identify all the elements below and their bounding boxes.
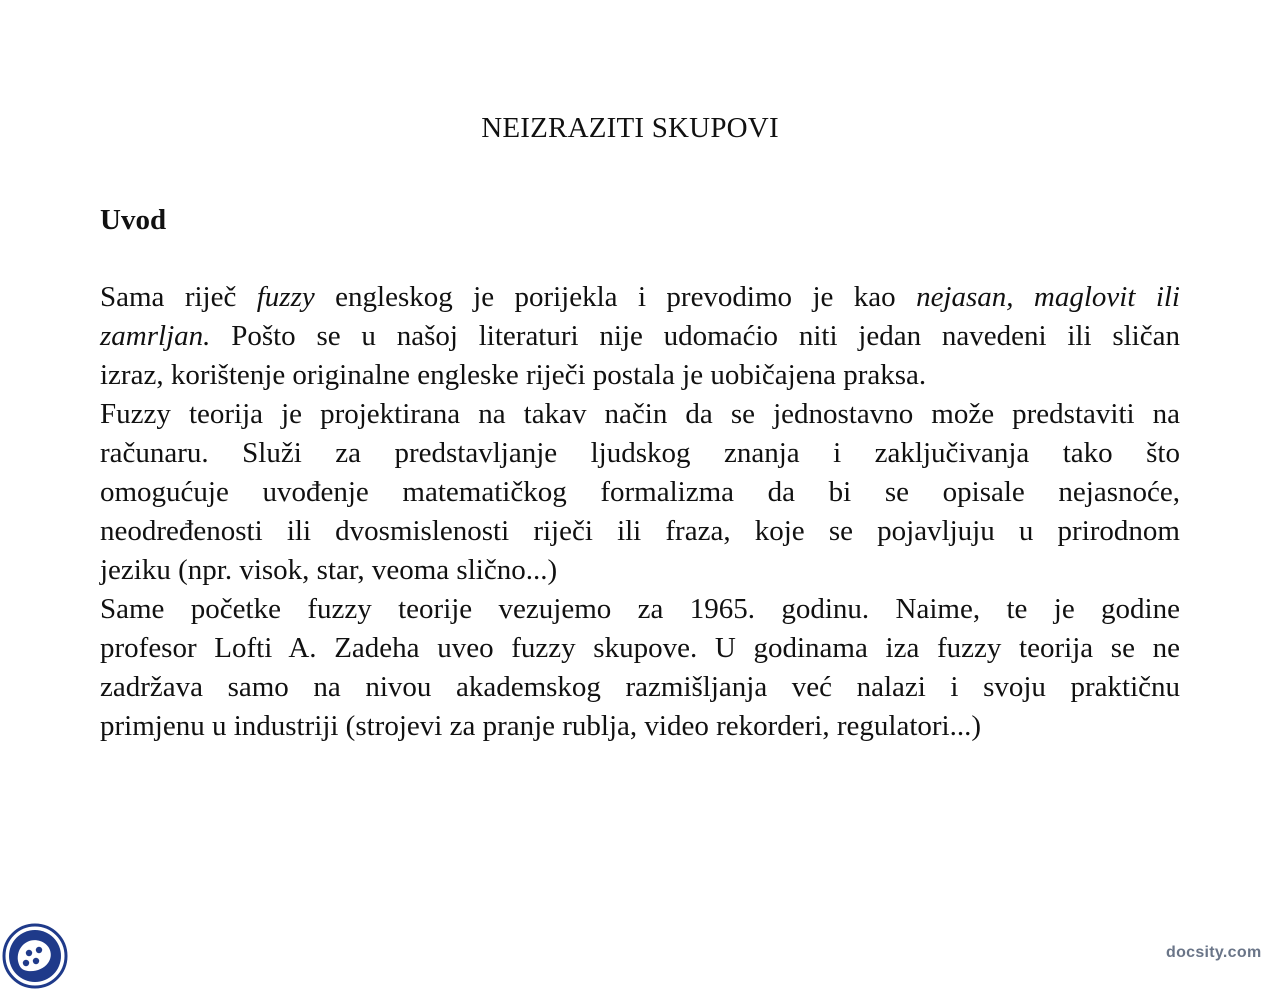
text-line: omogućuje uvođenje matematičkog formalizma da bi se opisale nejasnoće, — [100, 476, 1180, 508]
paragraph-3 — [100, 590, 1180, 746]
text-line: Sama riječ fuzzy engleskog je porijekla i prevodimo je kao nejasan, maglovit ili — [100, 281, 1180, 313]
text-line: primjenu u industriji (strojevi za pranje rublja, video rekorderi, regulatori...) — [100, 710, 982, 742]
document-body — [100, 278, 1180, 746]
text-line: Same početke fuzzy teorije vezujemo za 1965. godinu. Naime, te je godine — [100, 593, 1180, 625]
text-line: jeziku (npr. visok, star, veoma slično...) — [100, 554, 558, 586]
text-line: neodređenosti ili dvosmislenosti riječi ili fraza, koje se pojavljuju u prirodnom — [100, 515, 1180, 547]
docsity-logo-icon[interactable] — [2, 923, 68, 989]
logo-dot — [33, 958, 39, 964]
logo-dot — [36, 947, 42, 953]
text-line: izraz, korištenje originalne engleske riječi postala je uobičajena praksa. — [100, 359, 927, 391]
brand-watermark[interactable]: docsity.com — [1166, 944, 1262, 961]
text-line: računaru. Služi za predstavljanje ljudskog znanja i zaključivanja tako što — [100, 437, 1180, 469]
emphasis-translation-cont: zamrljan. — [100, 320, 211, 352]
emphasis-translation: nejasan, maglovit ili — [916, 281, 1180, 313]
logo-dot — [23, 960, 29, 966]
paragraph-1 — [100, 278, 1180, 395]
logo-dot — [26, 950, 32, 956]
paragraph-2 — [100, 395, 1180, 590]
text-line: zamrljan. Pošto se u našoj literaturi nije udomaćio niti jedan navedeni ili sličan — [100, 320, 1180, 352]
emphasis-fuzzy: fuzzy — [256, 281, 315, 313]
page-title: NEIZRAZITI SKUPOVI — [481, 112, 779, 144]
section-heading: Uvod — [100, 204, 167, 236]
text-line: Fuzzy teorija je projektirana na takav način da se jednostavno može predstaviti na — [100, 398, 1180, 430]
text-line: zadržava samo na nivou akademskog razmišljanja već nalazi i svoju praktičnu — [100, 671, 1180, 703]
text-line: profesor Lofti A. Zadeha uveo fuzzy skupove. U godinama iza fuzzy teorija se ne — [100, 632, 1180, 664]
